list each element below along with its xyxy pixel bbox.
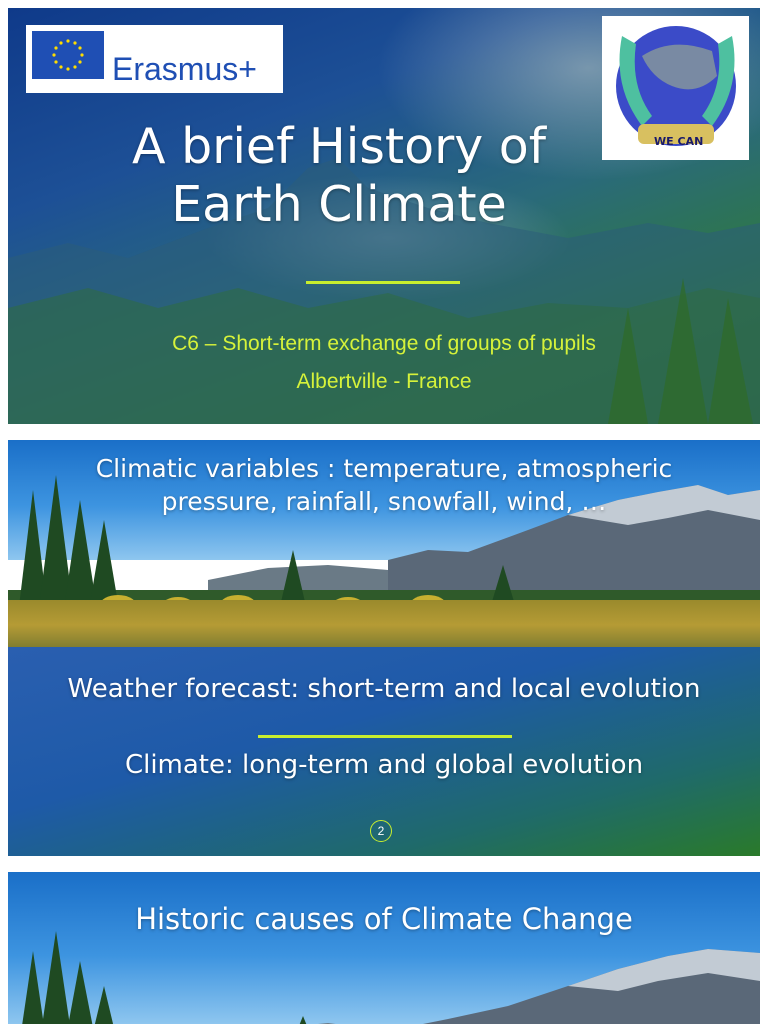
climate-text: Climate: long-term and global evolution xyxy=(124,750,644,780)
heading-line-1: Climatic variables : temperature, atmospheric xyxy=(95,454,673,483)
title-line-2: Earth Climate xyxy=(171,175,507,233)
slide-title xyxy=(8,8,760,424)
page-number-badge: 2 xyxy=(370,820,392,842)
climatic-variables-heading xyxy=(8,452,760,518)
historic-causes-heading: Historic causes of Climate Change xyxy=(135,902,633,936)
weather-forecast-text: Weather forecast: short-term and local evolution xyxy=(67,674,701,704)
subtitle-line-1: C6 – Short-term exchange of groups of pupils xyxy=(172,332,596,355)
section-divider xyxy=(258,735,512,738)
heading-line-2: pressure, rainfall, snowfall, wind, … xyxy=(161,487,607,516)
erasmus-logo-text: Erasmus+ xyxy=(112,51,257,87)
meadow-background xyxy=(8,600,760,650)
title-line-1: A brief History of xyxy=(131,118,547,175)
mountain-landscape xyxy=(8,872,760,1024)
eu-flag-icon xyxy=(32,31,104,79)
slide-title-text xyxy=(8,118,760,234)
we-can-text: WE CAN xyxy=(654,135,704,148)
slide-climatic-variables xyxy=(8,440,760,856)
slide-historic-causes xyxy=(8,872,760,1024)
erasmus-logo xyxy=(26,25,283,93)
title-divider xyxy=(306,281,460,284)
subtitle-line-2: Albertville - France xyxy=(296,370,472,393)
